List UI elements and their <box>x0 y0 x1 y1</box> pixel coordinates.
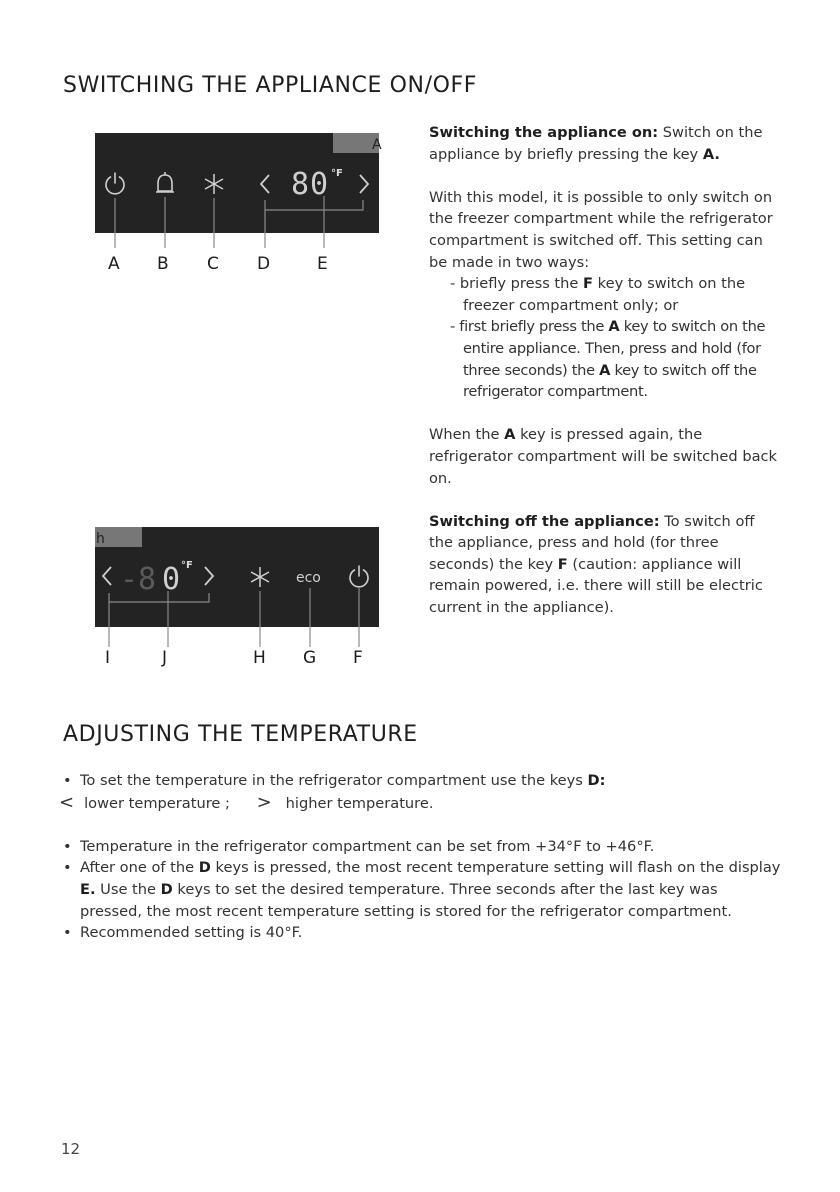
callout-label-f: F <box>353 648 363 668</box>
control-panel-diagram-1 <box>95 130 385 280</box>
page-number: 12 <box>61 1140 81 1158</box>
control-panel-diagram-2 <box>95 525 385 670</box>
section-title-on-off: SWITCHING THE APPLIANCE ON/OFF <box>63 73 478 98</box>
callout-label-e: E <box>317 254 328 274</box>
list-item: • To set the temperature in the refrigerator compartment use the keys D: <box>63 772 606 789</box>
key-legend-line: < lower temperature ; > higher temperature. <box>59 791 434 813</box>
corner-tab-label: h <box>96 531 105 547</box>
temperature-display: 80 <box>291 167 330 202</box>
callout-label-j: J <box>162 648 168 668</box>
temperature-display-dim: -8 <box>120 562 157 597</box>
list-item: • Recommended setting is 40°F. <box>63 924 303 942</box>
list-item: • After one of the D keys is pressed, the most recent temperature setting will flash on the display E. Use the D keys to set the desired temperature. Three seconds after the last key was pressed, the most recent temperature setting is stored for the refrigerator compartment. <box>63 859 781 920</box>
switch-on-paragraph: Switching the appliance on: Switch on the appliance by briefly pressing the key A. <box>429 124 763 163</box>
temperature-display: 0 <box>162 562 181 597</box>
callout-label-d: D <box>257 254 271 274</box>
way-two-item: - first briefly press the A key to switch on the entire appliance. Then, press and hold (for three seconds) the A key to switch off the refrigerator compartment. <box>450 318 766 401</box>
temperature-instructions <box>59 770 783 944</box>
eco-icon: eco <box>296 570 321 586</box>
way-one-item: - briefly press the F key to switch on the freezer compartment only; or <box>450 275 746 314</box>
callout-label-g: G <box>303 648 317 668</box>
callout-label-a: A <box>108 254 120 274</box>
unit-label: °F <box>181 560 193 571</box>
on-off-instructions <box>429 122 779 619</box>
freezer-only-paragraph: With this model, it is possible to only switch on the freezer compartment while the refrigerator compartment is switched off. This setting can be made in two ways: <box>429 188 773 271</box>
callout-label-b: B <box>157 254 169 274</box>
callout-label-c: C <box>207 254 219 274</box>
section-title-temperature: ADJUSTING THE TEMPERATURE <box>63 722 418 747</box>
unit-label: °F <box>331 168 343 179</box>
corner-tab-label: A <box>372 137 382 153</box>
chevron-left-icon: < <box>59 791 75 813</box>
switch-back-paragraph: When the A key is pressed again, the refrigerator compartment will be switched back on. <box>429 426 777 487</box>
callout-label-h: H <box>253 648 266 668</box>
chevron-right-icon: > <box>256 791 272 813</box>
callout-label-i: I <box>105 648 111 668</box>
list-item: • Temperature in the refrigerator compartment can be set from +34°F to +46°F. <box>63 837 655 855</box>
switch-off-paragraph: Switching off the appliance: To switch off the appliance, press and hold (for three seconds) the key F (caution: appliance will remain powered, i.e. there will still be electric current in the appliance). <box>429 512 763 617</box>
